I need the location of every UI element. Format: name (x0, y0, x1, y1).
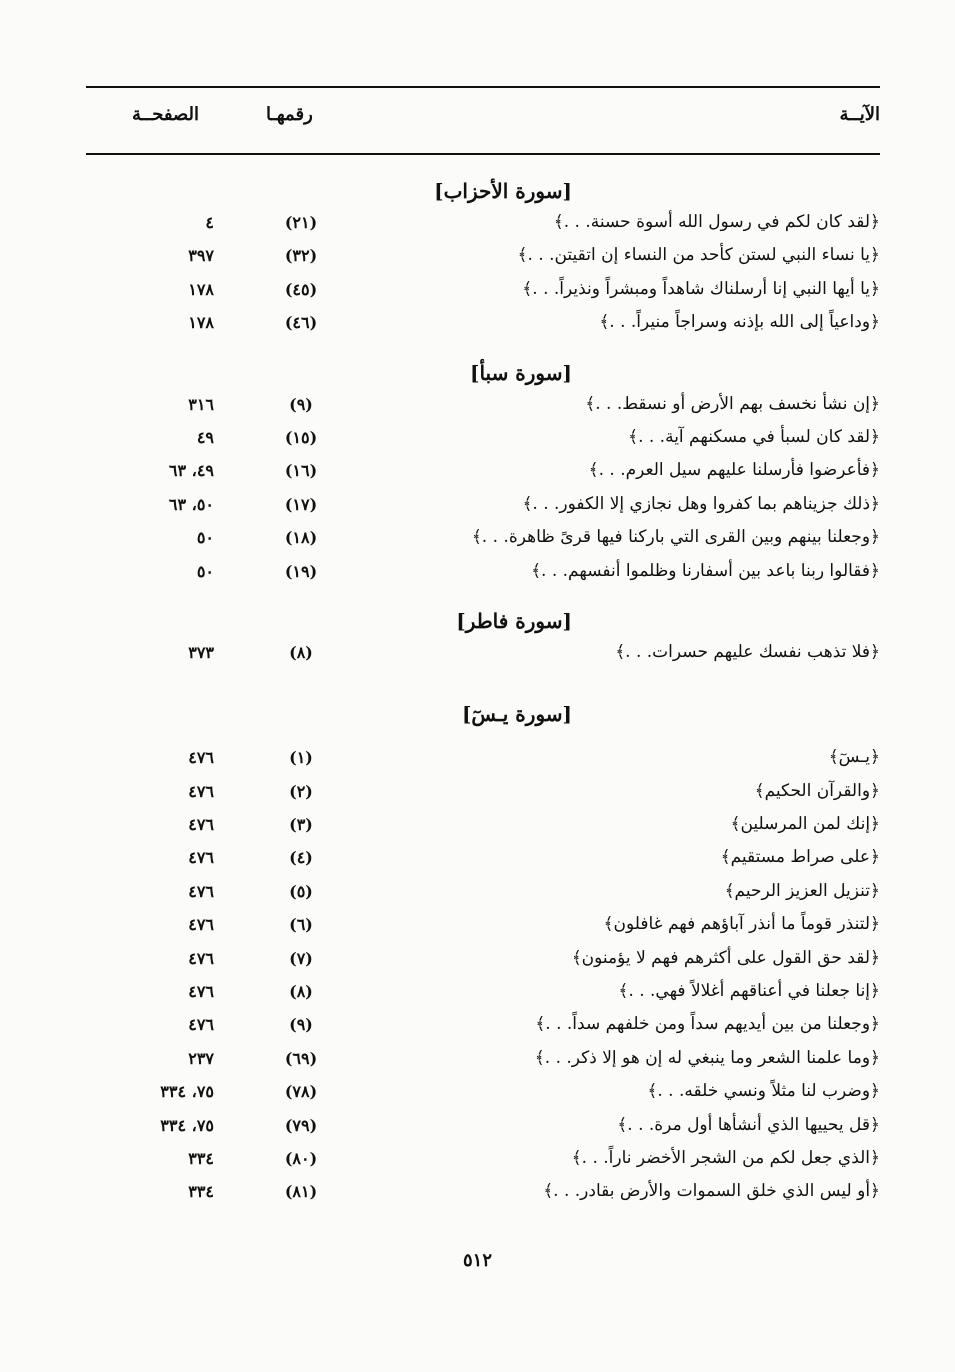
page-reference: ٤٧٦ (188, 881, 214, 901)
page-reference: ٤٩، ٦٣ (168, 461, 214, 481)
index-row (86, 775, 880, 808)
page-reference: ٤٧٦ (188, 982, 214, 1002)
index-row (86, 454, 880, 487)
verse-text: ﴿يا أيها النبي إنا أرسلناك شاهداً ومبشراً ونذيراً. . .﴾ (522, 278, 880, 299)
page-reference: ٤٧٦ (188, 815, 214, 835)
page-reference: ٤٧٦ (188, 748, 214, 768)
verse-number: (٢١) (284, 213, 318, 232)
verse-text: ﴿لتنذر قوماً ما أنذر آباؤهم فهم غافلون﴾ (603, 914, 880, 935)
verse-text: ﴿تنزيل العزيز الرحيم﴾ (724, 880, 880, 901)
verse-number: (٣) (289, 815, 313, 835)
index-row (86, 488, 880, 521)
surah-title: [سورة فاطر] (456, 608, 572, 633)
index-row (86, 1109, 880, 1142)
verse-text: ﴿فقالوا ربنا باعد بين أسفارنا وظلموا أنفسهم. . .﴾ (531, 560, 880, 581)
surah-title: [سورة يـسٓ] (461, 702, 572, 727)
index-row (86, 741, 880, 774)
page-reference: ٣٣٤ (188, 1148, 214, 1168)
page-reference: ٥٠ (196, 528, 214, 548)
verse-text: ﴿يـسٓ﴾ (828, 747, 880, 768)
section-gap (86, 588, 880, 606)
verse-text: ﴿وداعياً إلى الله بإذنه وسراجاً منيراً. . .﴾ (599, 312, 880, 333)
verse-text: ﴿أو ليس الذي خلق السموات والأرض بقادر. . .﴾ (543, 1181, 880, 1202)
index-row (86, 942, 880, 975)
header-verse-label: الآيــة (839, 104, 880, 125)
verse-number: (١) (289, 748, 313, 768)
page-reference: ٣٧٣ (188, 642, 214, 662)
verse-number: (٨١) (284, 1182, 318, 1202)
verse-number: (٤) (289, 848, 313, 868)
index-row (86, 388, 880, 421)
index-row (86, 975, 880, 1008)
surah-title: [سورة الأحزاب] (434, 179, 572, 203)
index-row (86, 1042, 880, 1075)
verse-text: ﴿على صراط مستقيم﴾ (720, 847, 880, 868)
index-row (86, 908, 880, 941)
verse-number: (٥) (289, 881, 313, 901)
section-gap (86, 340, 880, 358)
index-row (86, 239, 880, 272)
verse-number: (٤٥) (284, 279, 318, 299)
page-reference: ٧٥، ٣٣٤ (160, 1115, 214, 1135)
verse-number: (١٨) (284, 528, 318, 548)
verse-text: ﴿وضرب لنا مثلاً ونسي خلقه. . .﴾ (647, 1081, 880, 1102)
page-reference: ٢٣٧ (188, 1048, 214, 1068)
page-reference: ١٧٨ (188, 279, 214, 299)
verse-text: ﴿وجعلنا بينهم وبين القرى التي باركنا فيها قرىً ظاهرة. . .﴾ (471, 527, 880, 548)
verse-number: (١٦) (284, 461, 318, 481)
verse-text: ﴿قل يحييها الذي أنشأها أول مرة. . .﴾ (617, 1114, 880, 1135)
index-row (86, 875, 880, 908)
page-reference: ٤٧٦ (188, 915, 214, 935)
index-row (86, 1175, 880, 1208)
page-reference: ٥٠، ٦٣ (168, 494, 214, 514)
index-row (86, 1008, 880, 1041)
header-rule (86, 153, 880, 155)
page-reference: ٤٧٦ (188, 781, 214, 801)
page-reference: ١٧٨ (188, 313, 214, 333)
top-rule (86, 86, 880, 88)
index-row (86, 1075, 880, 1108)
verse-text: ﴿إنا جعلنا في أعناقهم أغلالاً فهي. . .﴾ (618, 981, 880, 1002)
verse-number: (٧) (289, 948, 313, 968)
verse-text: ﴿لقد حق القول على أكثرهم فهم لا يؤمنون﴾ (571, 947, 880, 968)
page-reference: ٣٩٧ (188, 246, 214, 266)
page-reference: ٤٧٦ (188, 848, 214, 868)
verse-text: ﴿الذي جعل لكم من الشجر الأخضر ناراً. . .﴾ (571, 1147, 880, 1168)
index-row (86, 841, 880, 874)
verse-number: (٨٠) (284, 1148, 318, 1168)
verse-number: (٦) (289, 915, 313, 935)
verse-number: (٢) (289, 781, 313, 801)
verse-text: ﴿والقرآن الحكيم﴾ (754, 780, 880, 801)
verse-text: ﴿وجعلنا من بين أيديهم سداً ومن خلفهم سداً. . .﴾ (535, 1014, 880, 1035)
page-reference: ٣٣٤ (188, 1182, 214, 1202)
verse-text: ﴿لقد كان لكم في رسول الله أسوة حسنة. . .﴾ (553, 212, 880, 232)
verse-text: ﴿إنك لمن المرسلين﴾ (730, 814, 880, 835)
header-page-label: الصفحــة (132, 104, 200, 125)
index-row (86, 273, 880, 306)
surah-title: [سورة سبأ] (469, 360, 572, 385)
index-row (86, 1142, 880, 1175)
index-row (86, 206, 880, 239)
verse-number: (٨) (289, 642, 313, 662)
page-reference: ٧٥، ٣٣٤ (160, 1082, 214, 1102)
verse-text: ﴿وما علمنا الشعر وما ينبغي له إن هو إلا ذكر. . .﴾ (534, 1047, 880, 1068)
verse-number: (١٧) (284, 494, 318, 514)
page-reference: ٣١٦ (188, 394, 214, 414)
index-row (86, 636, 880, 669)
verse-number: (١٩) (284, 561, 318, 581)
page-reference: ٤٧٦ (188, 948, 214, 968)
verse-text: ﴿إن نشأ نخسف بهم الأرض أو نسقط. . .﴾ (585, 393, 880, 414)
verse-text: ﴿فلا تذهب نفسك عليهم حسرات. . .﴾ (615, 641, 880, 662)
index-row (86, 555, 880, 588)
verse-text: ﴿يا نساء النبي لستن كأحد من النساء إن اتقيتن. . .﴾ (517, 245, 880, 266)
verse-text: ﴿فأعرضوا فأرسلنا عليهم سيل العرم. . .﴾ (588, 460, 880, 481)
header-number-label: رقمهـا (266, 104, 313, 125)
verse-text: ﴿لقد كان لسبأ في مسكنهم آية. . .﴾ (628, 426, 880, 447)
verse-number: (٧٩) (284, 1115, 318, 1135)
verse-number: (٩) (289, 1015, 313, 1035)
index-row (86, 421, 880, 454)
verse-number: (٤٦) (284, 313, 318, 333)
page-reference: ٥٠ (196, 561, 214, 581)
index-row (86, 808, 880, 841)
verse-number: (٣٢) (284, 246, 318, 266)
section-gap (86, 669, 880, 699)
verse-number: (٦٩) (284, 1048, 318, 1068)
page-number: ٥١٢ (462, 1250, 492, 1271)
index-row (86, 521, 880, 554)
verse-text: ﴿ذلك جزيناهم بما كفروا وهل نجازي إلا الكفور. . .﴾ (522, 493, 880, 514)
verse-number: (٩) (289, 394, 313, 414)
index-row (86, 306, 880, 339)
verse-number: (٨) (289, 982, 313, 1002)
verse-number: (٧٨) (284, 1082, 318, 1102)
page-reference: ٤ (205, 213, 214, 232)
page-reference: ٤٩ (196, 427, 214, 447)
page-reference: ٤٧٦ (188, 1015, 214, 1035)
verse-number: (١٥) (284, 427, 318, 447)
index-body (86, 176, 880, 1209)
